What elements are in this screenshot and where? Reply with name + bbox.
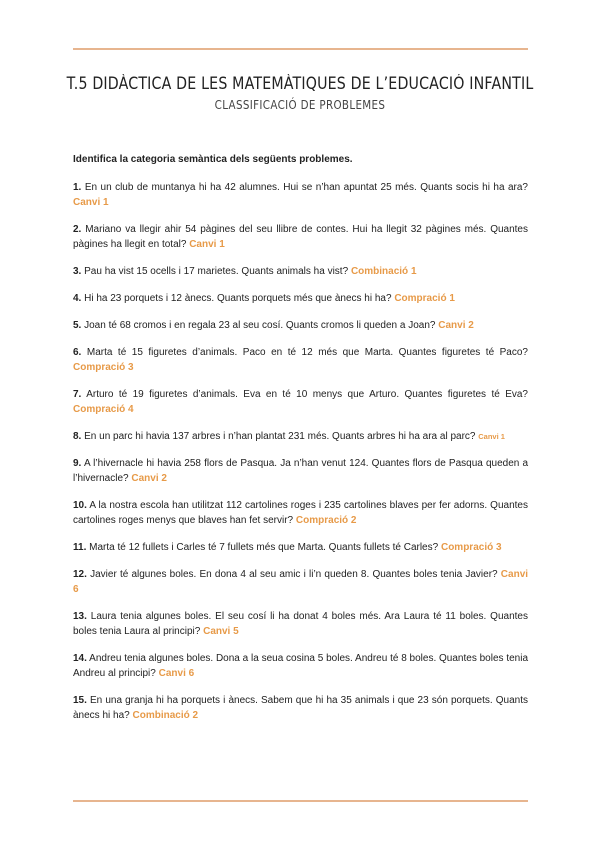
problem-category: Canvi 2 [438,320,474,331]
problem-number: 8. [73,431,82,442]
problem-category: Combinació 2 [132,710,199,721]
problem-item [73,498,528,528]
problem-text: En un parc hi havia 137 arbres i n’han plantat 231 més. Quants arbres hi ha ara al parc? [84,431,476,442]
problem-number: 4. [73,293,82,304]
problem-category: Compració 4 [73,404,134,415]
problem-category: Canvi 1 [478,432,505,441]
problem-category: Canvi 6 [73,569,529,595]
top-divider [73,48,528,50]
problem-item [73,264,528,279]
instructions: Identifica la categoria semàntica dels següents problemes. [73,154,353,165]
problem-text: Pau ha vist 15 ocells i 17 marietes. Quants animals ha vist? [84,266,349,277]
page-title: T.5 DIDÀCTICA DE LES MATEMÀTIQUES DE L’EDUCACIÓ INFANTIL [66,74,534,93]
problem-item [73,651,528,681]
problem-number: 7. [73,389,82,400]
problem-number: 15. [73,695,87,706]
problem-category: Canvi 1 [189,239,225,250]
problem-number: 9. [73,458,82,469]
problem-text: En una granja hi ha porquets i ànecs. Sabem que hi ha 35 animals i que 23 són porquets. Quants ànecs hi ha? [73,695,529,721]
problem-item [73,456,528,486]
problem-text: Mariano va llegir ahir 54 pàgines del seu llibre de contes. Hui ha llegit 32 pàgines més. Quantes pàgines ha llegit en total? [73,224,528,250]
problem-category: Compració 1 [394,293,455,304]
problem-number: 13. [73,611,87,622]
problem-category: Combinació 1 [350,266,417,277]
problem-number: 1. [73,182,82,193]
problem-category: Compració 3 [73,362,134,373]
problem-item [73,318,528,333]
problem-text: Marta té 12 fullets i Carles té 7 fullets més que Marta. Quants fullets té Carles? [89,542,439,553]
problem-item [73,693,528,723]
problem-number: 10. [73,500,87,511]
page-subtitle: CLASSIFICACIÓ DE PROBLEMES [214,98,386,112]
problem-text: Javier té algunes boles. En dona 4 al seu amic i li’n queden 8. Quantes boles tenia Javier? [90,569,498,580]
problem-text: Marta té 15 figuretes d’animals. Paco en té 12 més que Marta. Quantes figuretes té Paco? [86,347,528,358]
problem-text: Joan té 68 cromos i en regala 23 al seu cosí. Quants cromos li queden a Joan? [84,320,436,331]
problem-number: 12. [73,569,87,580]
problem-item [73,291,528,306]
problem-item [73,429,528,444]
problem-item [73,387,528,417]
problem-number: 6. [73,347,82,358]
problem-category: Canvi 2 [131,473,167,484]
problem-number: 11. [73,542,87,553]
problem-category: Canvi 5 [203,626,239,637]
problem-number: 2. [73,224,82,235]
problem-item [73,222,528,252]
problems-section [73,152,528,735]
problem-category: Compració 3 [440,542,502,553]
problem-item [73,180,528,210]
problem-text: Andreu tenia algunes boles. Dona a la seua cosina 5 boles. Andreu té 8 boles. Quantes boles tenia Andreu al principi? [73,653,529,679]
problem-category: Canvi 6 [158,668,195,679]
problem-category: Canvi 1 [73,197,109,208]
bottom-divider [73,800,528,802]
problem-item [73,540,528,555]
problem-number: 5. [73,320,82,331]
problem-number: 3. [73,266,82,277]
problem-text: Arturo té 19 figuretes d’animals. Eva en té 10 menys que Arturo. Quantes figuretes té Eva? [86,389,528,400]
problem-category: Compració 2 [295,515,357,526]
problem-item [73,567,528,597]
problem-text: A la nostra escola han utilitzat 112 cartolines roges i 235 cartolines blaves per fer adorns. Quantes cartolines roges menys que blaves han fet servir? [73,500,528,526]
problem-text: Hi ha 23 porquets i 12 ànecs. Quants porquets més que ànecs hi ha? [84,293,392,304]
problem-number: 14. [73,653,87,664]
problem-text: Laura tenia algunes boles. El seu cosí li ha donat 4 boles més. Ara Laura té 11 boles. Quantes boles tenia Laura al principi? [73,611,528,637]
problem-text: A l’hivernacle hi havia 258 flors de Pasqua. Ja n’han venut 124. Quantes flors de Pasqua queden a l’hivernacle? [73,458,529,484]
problem-item [73,345,528,375]
problem-text: En un club de muntanya hi ha 42 alumnes. Hui se n’han apuntat 25 més. Quants socis hi ha ara? [84,182,528,193]
problem-item [73,609,528,639]
